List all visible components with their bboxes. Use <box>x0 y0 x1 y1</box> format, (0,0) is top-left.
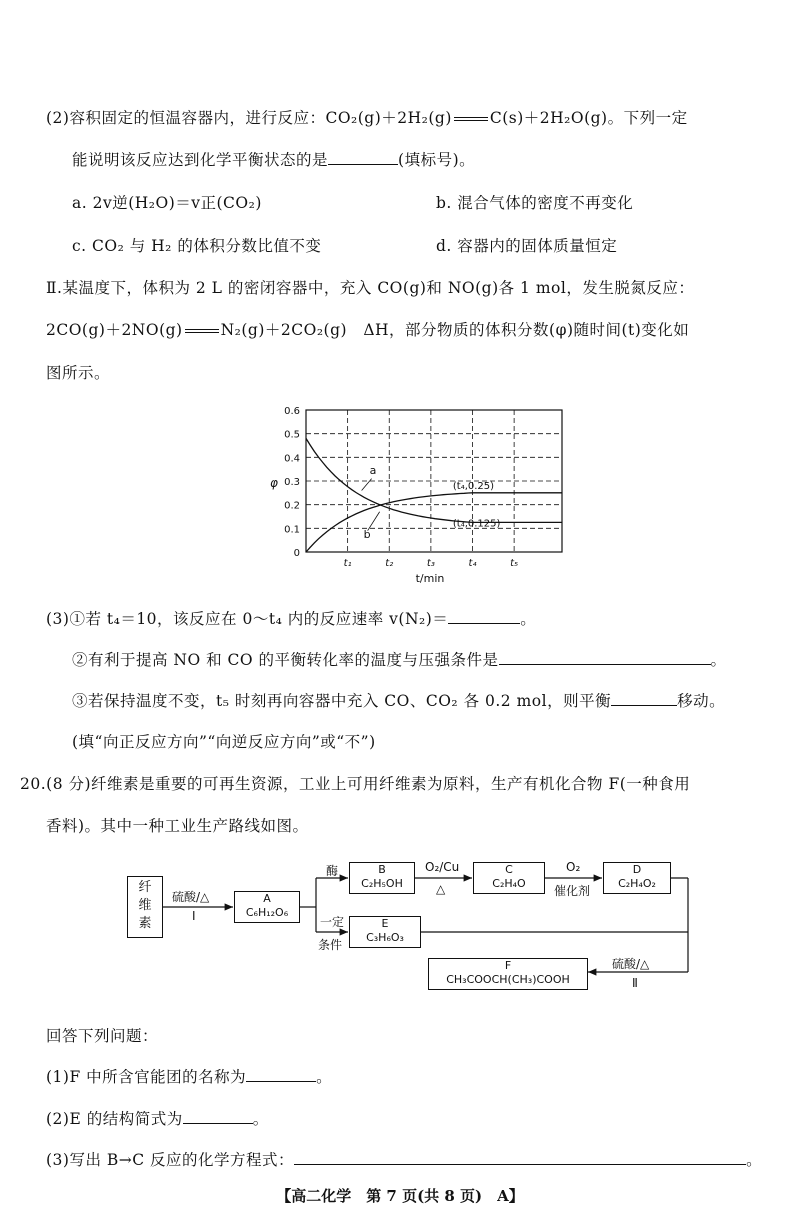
q2-eq-left: CO₂(g)＋2H₂(g) <box>325 109 452 127</box>
compound-c-name: C <box>505 863 513 876</box>
q20-line1: 20.(8 分)纤维素是重要的可再生资源，工业上可用纤维素为原料，生产有机化合物 F(一种食用 <box>20 775 691 793</box>
compound-b-formula: C₂H₅OH <box>361 877 403 890</box>
compound-a-box <box>234 891 300 923</box>
answers-intro: 回答下列问题： <box>46 1027 159 1045</box>
y-tick-label: 0.5 <box>284 429 300 441</box>
compound-a-name: A <box>263 892 271 905</box>
x-tick-label: t₂ <box>385 558 394 569</box>
step-bc-heat: △ <box>436 882 446 896</box>
q2-prefix: (2)容积固定的恒温容器内，进行反应： <box>46 109 326 127</box>
y-tick-label: 0 <box>293 548 300 559</box>
q20-line2: 香料)。其中一种工业生产路线如图。 <box>46 817 309 835</box>
x-tick-label: t₁ <box>343 558 352 569</box>
step-cd-catalyst: 催化剂 <box>554 884 591 898</box>
compound-d-name: D <box>632 863 642 876</box>
answer-1 <box>46 1065 332 1087</box>
compound-d-box <box>603 862 671 894</box>
condition-bottom: 条件 <box>318 938 343 952</box>
compound-c-box <box>473 862 545 894</box>
answer-3-blank[interactable] <box>294 1150 746 1165</box>
compound-f-name: F <box>504 959 512 972</box>
compound-d-formula: C₂H₄O₂ <box>618 877 656 890</box>
cellulose-box <box>127 876 163 938</box>
q2-line2-suffix: (填标号)。 <box>398 151 476 169</box>
step2-number: Ⅱ <box>632 976 638 990</box>
y-axis-label: φ <box>270 476 278 490</box>
q2-option-d: d. 容器内的固体质量恒定 <box>436 237 618 255</box>
page-footer: 【高二化学 第 7 页(共 8 页) A】 <box>276 1187 524 1205</box>
compound-e-box <box>349 916 421 948</box>
part2-line2-suffix: ΔH，部分物质的体积分数(φ)随时间(t)变化如 <box>363 321 690 339</box>
step1-number: Ⅰ <box>192 909 196 923</box>
compound-c-formula: C₂H₄O <box>492 877 526 890</box>
answer-3 <box>46 1148 762 1170</box>
y-tick-label: 0.2 <box>284 500 300 512</box>
q3-s3-suffix: 移动。 <box>677 692 726 710</box>
part2-eq-right: N₂(g)＋2CO₂(g) <box>220 321 348 339</box>
part2-line1: Ⅱ.某温度下，体积为 2 L 的密闭容器中，充入 CO(g)和 NO(g)各 1 mol，发生脱氮反应： <box>46 279 695 297</box>
q2-line2-prefix: 能说明该反应达到化学平衡状态的是 <box>72 151 329 169</box>
series-label-b: b <box>363 527 371 541</box>
step-cd-reagent: O₂ <box>566 860 581 874</box>
part2-line3: 图所示。 <box>46 364 111 382</box>
compound-a-formula: C₆H₁₂O₆ <box>245 906 289 919</box>
step1-condition: 硫酸/△ <box>172 890 210 904</box>
compound-b-box <box>349 862 415 894</box>
y-tick-label: 0.3 <box>284 477 300 488</box>
annotation-lower: (t₄,0.125) <box>452 518 501 530</box>
x-tick-label: t₅ <box>510 558 519 569</box>
enzyme-label: 酶 <box>326 864 339 878</box>
q3-s3-prefix: ③若保持温度不变，t₅ 时刻再向容器中充入 CO、CO₂ 各 0.2 mol，则平衡 <box>72 692 612 710</box>
x-tick-label: t₄ <box>468 558 477 569</box>
answer-1-prefix: (1)F 中所含官能团的名称为 <box>46 1068 247 1086</box>
step2-condition: 硫酸/△ <box>612 957 650 971</box>
x-axis-label: t/min <box>415 572 445 584</box>
compound-b-name: B <box>378 863 386 876</box>
y-tick-label: 0.4 <box>284 453 300 465</box>
q3-s2-prefix: ②有利于提高 NO 和 CO 的平衡转化率的温度与压强条件是 <box>72 651 499 669</box>
compound-f-formula: CH₃COOCH(CH₃)COOH <box>446 973 570 986</box>
q3-s3-hint: (填“向正反应方向”“向逆反应方向”或“不”) <box>72 733 376 751</box>
answer-2-prefix: (2)E 的结构简式为 <box>46 1110 183 1128</box>
y-tick-label: 0.1 <box>284 524 300 536</box>
y-tick-label: 0.6 <box>284 406 300 417</box>
q2-eq-right: C(s)＋2H₂O(g)。下列一定 <box>489 109 688 127</box>
q3-s2-suffix: 。 <box>710 651 727 669</box>
answer-3-prefix: (3)写出 B→C 反应的化学方程式： <box>46 1151 295 1169</box>
answer-1-suffix: 。 <box>316 1068 333 1086</box>
q3-s1-prefix: (3)①若 t₄＝10，该反应在 0～t₄ 内的反应速率 v(N₂)＝ <box>46 610 449 628</box>
answer-2-blank[interactable] <box>183 1109 253 1124</box>
answer-2 <box>46 1107 269 1129</box>
annotation-upper: (t₄,0.25) <box>452 480 495 492</box>
compound-e-formula: C₃H₆O₃ <box>366 931 404 944</box>
answer-2-suffix: 。 <box>252 1110 269 1128</box>
compound-e-name: E <box>381 917 389 930</box>
cellulose-label: 纤维素 <box>138 880 152 931</box>
condition-top: 一定 <box>320 915 345 929</box>
compound-f-box <box>428 958 588 990</box>
q2-option-a: a. 2v逆(H₂O)＝v正(CO₂) <box>72 194 262 212</box>
part2-eq-left: 2CO(g)＋2NO(g) <box>46 321 183 339</box>
answer-3-suffix: 。 <box>746 1151 763 1169</box>
q3-s1-suffix: 。 <box>520 610 537 628</box>
answer-1-blank[interactable] <box>246 1067 316 1082</box>
q2-option-c: c. CO₂ 与 H₂ 的体积分数比值不变 <box>72 237 322 255</box>
x-tick-label: t₃ <box>426 558 435 569</box>
q2-option-b: b. 混合气体的密度不再变化 <box>436 194 634 212</box>
step-bc-reagent: O₂/Cu <box>425 860 460 874</box>
series-label-a: a <box>369 463 377 477</box>
